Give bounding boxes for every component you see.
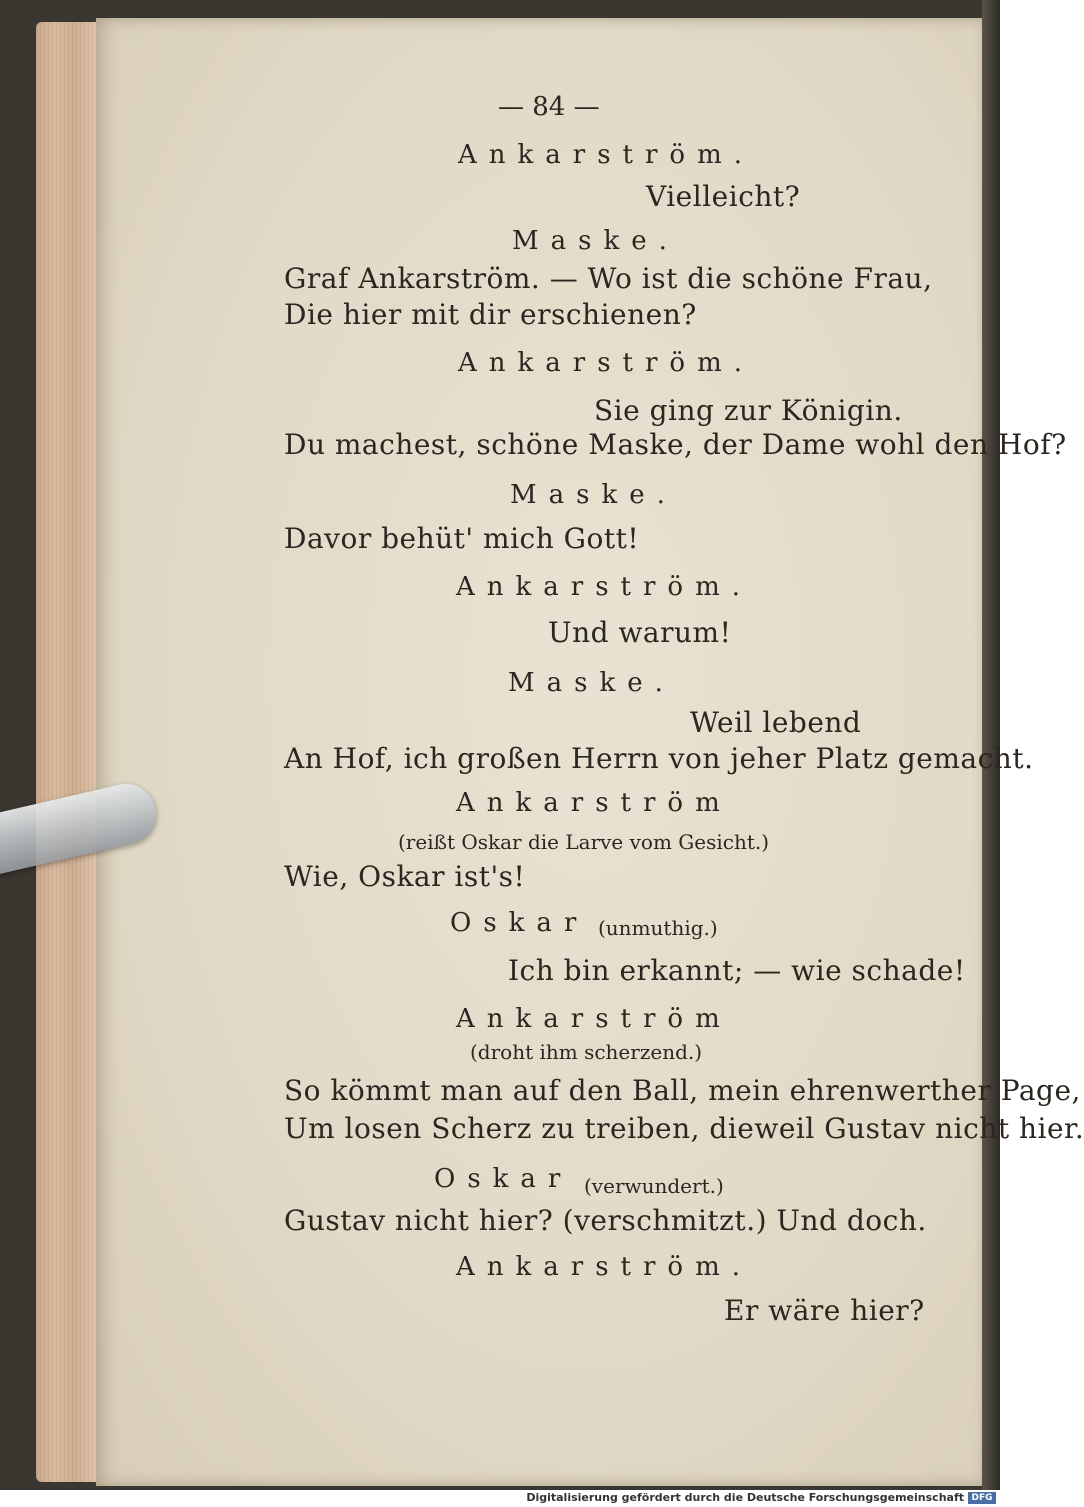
speaker-name: Maske. (510, 480, 677, 510)
verse-line: An Hof, ich großen Herrn von jeher Platz gemacht. (284, 742, 1034, 775)
speaker-name: Ankarström. (458, 348, 754, 378)
speaker-name: Ankarström (456, 1004, 732, 1034)
book-page-edges (36, 22, 100, 1482)
speaker-name: Ankarström. (456, 1252, 752, 1282)
speaker-name: Ankarström (456, 788, 732, 818)
verse-line: Ich bin erkannt; — wie schade! (508, 954, 966, 987)
funding-credit: Digitalisierung gefördert durch die Deutsche Forschungsgemeinschaft (526, 1491, 964, 1504)
verse-line: Er wäre hier? (724, 1294, 925, 1327)
stage-direction: (droht ihm scherzend.) (470, 1040, 703, 1064)
stage-direction: (reißt Oskar die Larve vom Gesicht.) (398, 830, 770, 854)
verse-line: Du machest, schöne Maske, der Dame wohl den Hof? (284, 428, 1067, 461)
verse-line: Weil lebend (690, 706, 862, 739)
verse-line: Graf Ankarström. — Wo ist die schöne Frau, (284, 262, 933, 295)
dfg-logo: DFG (968, 1492, 996, 1504)
speaker-name: Maske. (512, 226, 679, 256)
speaker-name: Maske. (508, 668, 675, 698)
page-number: — 84 — (498, 92, 600, 122)
verse-line: Die hier mit dir erschienen? (284, 298, 697, 331)
verse-line: So kömmt man auf den Ball, mein ehrenwerther Page, (284, 1074, 1081, 1107)
verse-line: Wie, Oskar ist's! (284, 860, 526, 893)
verse-line: Und warum! (548, 616, 732, 649)
verse-line: Sie ging zur Königin. (594, 394, 903, 427)
verse-line: Um losen Scherz zu treiben, dieweil Gustav nicht hier. (284, 1112, 1084, 1145)
stage-direction: (unmuthig.) (598, 916, 718, 940)
footer-bar (0, 1490, 1000, 1507)
speaker-name: Ankarström. (456, 572, 752, 602)
verse-line: Gustav nicht hier? (verschmitzt.) Und doch. (284, 1204, 927, 1237)
stage-direction: (verwundert.) (584, 1174, 724, 1198)
verse-line: Vielleicht? (646, 180, 801, 213)
speaker-name: Oskar (450, 908, 589, 938)
verse-line: Davor behüt' mich Gott! (284, 522, 640, 555)
speaker-name: Ankarström. (458, 140, 754, 170)
speaker-name: Oskar (434, 1164, 573, 1194)
